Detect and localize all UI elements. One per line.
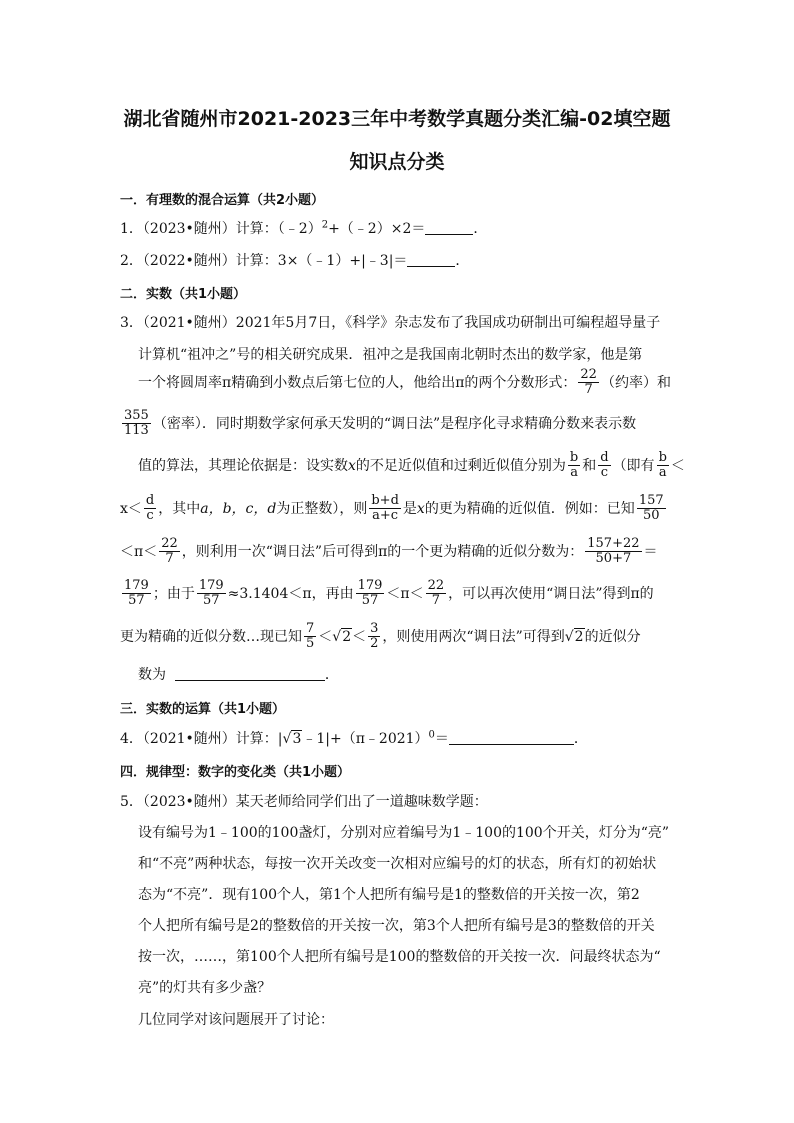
sqrt-3: √3 [282,731,302,747]
answer-blank[interactable] [407,252,455,267]
question-5-line-7: 亮”的灯共有多少盏？ [138,980,272,996]
period: ． [473,221,488,237]
sqrt-2: √2 [564,628,584,645]
question-3-line-4 [120,409,636,439]
period: ． [324,667,339,683]
numerator: 3 [370,621,379,636]
question-5-line-1: 5．（2023•随州）某天老师给同学们出了一道趣味数学题： [120,794,488,810]
text: ，则利用一次“调日法”后可得到π的一个更为精确的近似分数为： [181,543,584,560]
radicand: 2 [342,628,352,645]
numerator: 22 [161,536,178,551]
denominator: a [658,465,667,481]
exponent: 2 [321,219,329,231]
section-heading-2: 二．实数（共1小题） [120,287,247,302]
numerator: 157+22 [587,536,640,551]
fraction-22-7 [159,537,180,567]
radicand: 3 [292,731,302,747]
text: ，则使用两次“调日法”可得到 [382,628,565,645]
fraction-7-5 [304,622,316,652]
section-heading-4: 四．规律型：数字的变化类（共1小题） [120,765,351,780]
fraction-179-57 [197,579,226,609]
question-3-line-8 [120,579,654,609]
question-2 [120,250,469,270]
numerator: 7 [306,621,315,636]
question-3-line-7 [120,537,658,567]
question-4 [120,728,588,748]
numerator: 355 [124,408,149,423]
denominator: 57 [128,593,145,609]
denominator: 2 [370,636,379,652]
text: 值的算法，其理论依据是：设实数 [138,457,348,474]
section-heading-3: 三．实数的运算（共1小题） [120,702,286,717]
numerator: b+d [371,493,399,508]
text: ≈3.1404＜π，再由 [227,585,354,602]
fraction-355-113 [122,409,151,439]
fraction-d-c [144,494,156,524]
question-3-line-3 [138,368,671,398]
fraction-179-57 [122,579,151,609]
question-text: 1．（2023•随州）计算：（﹣2） [120,221,322,237]
question-text: 2．（2022•随州）计算：3×（﹣1）+|﹣3|＝ [120,253,408,269]
document-subtitle: 知识点分类 [349,151,445,173]
denominator: c [600,465,609,481]
denominator: 57 [361,593,379,609]
text: 的不足近似值和过剩近似值分别为 [355,457,566,474]
text: ＝ [643,543,658,560]
numerator: 179 [357,578,383,593]
denominator: 57 [202,593,220,609]
variable-x: x [416,500,425,517]
period: ． [455,253,470,269]
fraction-b-a [657,451,669,481]
numerator: 179 [198,578,224,593]
fraction-b-a [568,451,580,481]
text: ＜ [352,628,367,645]
period: ． [573,731,588,747]
text: ＜ [318,628,333,645]
numerator: d [145,493,155,508]
question-5-line-5: 个人把所有编号是2的整数倍的开关按一次，第3个人把所有编号是3的整数倍的开关 [138,918,655,934]
question-3-line-9 [120,622,641,652]
denominator: 50+7 [595,551,632,567]
numerator: 179 [124,578,149,593]
variables: a，b，c，d [200,500,277,517]
question-5-line-4: 态为“不亮”．现有100个人，第1个人把所有编号是1的整数倍的开关按一次，第2 [138,887,640,903]
text: ；由于 [152,585,195,602]
numerator: d [600,450,609,465]
numerator: 22 [427,578,445,593]
denominator: c [146,508,154,524]
answer-blank[interactable] [449,730,574,745]
question-3-line-1: 3．（2021•随州）2021年5月7日，《科学》杂志发布了我国成功研制出可编程超导量子 [120,315,661,331]
text: ，可以再次使用“调日法”得到π的 [448,585,654,602]
numerator: b [569,450,579,465]
text: ＜π＜ [386,585,424,602]
text: 和 [582,457,597,474]
text: （密率）．同时期数学家何承天发明的“调日法”是程序化寻求精确分数来表示数 [152,415,637,432]
answer-blank[interactable] [175,666,325,681]
question-5-line-6: 按一次，……，第100个人把所有编号是100的整数倍的开关按一次．问最终状态为“ [138,949,661,965]
question-text: 4．（2021•随州）计算：| [120,731,283,747]
fraction-bd-ac [369,494,401,524]
text: 是 [402,500,417,517]
numerator: b [658,450,667,465]
text: 的近似分 [584,628,641,645]
fraction-179-57 [356,579,385,609]
text: ＜π＜ [120,543,158,560]
answer-blank[interactable] [425,220,473,235]
text: x＜ [120,500,142,517]
denominator: a [570,465,578,481]
question-3-line-10 [138,664,339,684]
question-5-line-8: 几位同学对该问题展开了讨论： [138,1012,334,1028]
question-3-line-5 [138,451,685,481]
denominator: a+c [372,508,399,524]
variable-x: x [348,457,356,474]
text: ＜ [670,457,685,474]
text: 一个将圆周率π精确到小数点后第七位的人，他给出π的两个分数形式： [138,374,577,391]
question-3-line-2: 计算机“祖冲之”号的相关研究成果．祖冲之是我国南北朝时杰出的数学家，他是第 [138,347,643,363]
numerator: 22 [580,367,597,382]
question-text: +（﹣2）×2＝ [328,221,426,237]
fraction-sum [585,537,641,567]
text: 为正整数），则 [276,500,368,517]
section-heading-1: 一．有理数的混合运算（共2小题） [120,193,325,208]
question-text: ﹣1|+（π﹣2021） [302,731,429,747]
radicand: 2 [574,628,584,645]
exponent: 0 [428,729,435,741]
denominator: 5 [306,636,315,652]
denominator: 113 [124,423,149,439]
sqrt-2: √2 [332,628,352,645]
text: （约率）和 [600,374,671,391]
numerator: 157 [638,493,664,508]
question-1 [120,218,487,238]
text: （即有 [612,457,655,474]
text: 更为精确的近似分数…现已知 [120,628,302,645]
fraction-3-2 [368,622,380,652]
fraction-22-7 [578,368,599,398]
fraction-157-50 [637,494,666,524]
text: 的更为精确的近似值．例如：已知 [424,500,635,517]
text: 数为 [138,667,166,683]
text: ，其中 [158,500,201,517]
question-5-line-2: 设有编号为1﹣100的100盏灯，分别对应着编号为1﹣100的100个开关，灯分为“亮” [138,825,670,841]
denominator: 7 [431,593,441,609]
question-text: ＝ [434,731,449,747]
document-title: 湖北省随州市2021-2023三年中考数学真题分类汇编-02填空题 [123,108,671,130]
denominator: 7 [165,551,174,567]
denominator: 50 [642,508,660,524]
fraction-d-c [598,451,610,481]
fraction-22-7 [426,579,447,609]
question-3-line-6 [120,494,668,524]
denominator: 7 [584,382,593,398]
question-5-line-3: 和“不亮”两种状态，每按一次开关改变一次相对应编号的灯的状态，所有灯的初始状 [138,856,657,872]
